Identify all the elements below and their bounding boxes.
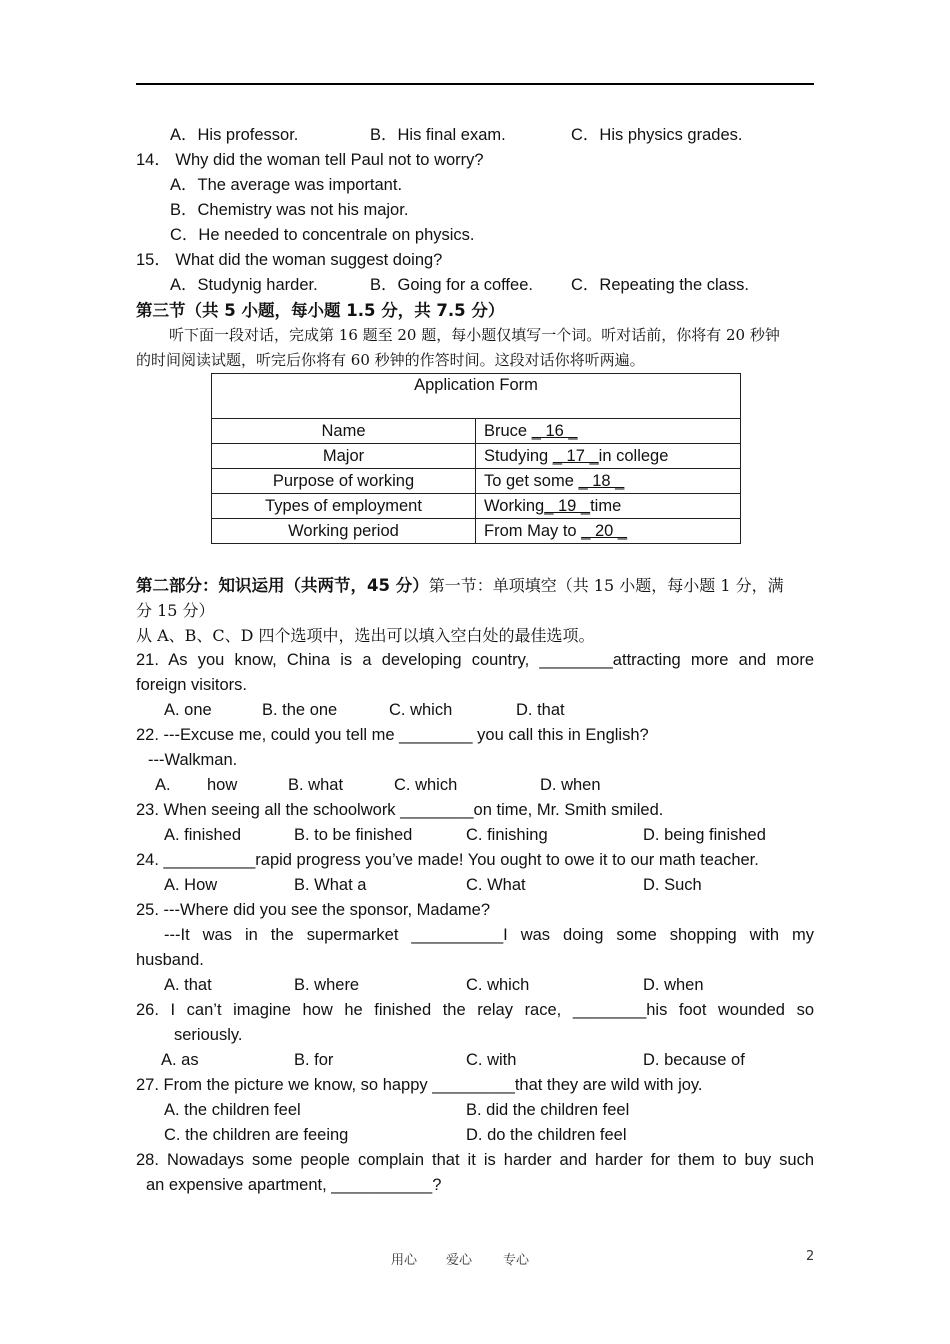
q23-option-d: D. being finished	[643, 826, 766, 844]
q21-option-b: B. the one	[262, 701, 338, 719]
footer-motto-2: 爱心	[446, 1253, 473, 1268]
q15-stem: 15． What did the woman suggest doing?	[136, 251, 443, 269]
footer-motto-1: 用心	[391, 1253, 418, 1268]
q15-option-b: B．Going for a coffee.	[370, 276, 533, 294]
q27-option-c: C. the children are feeing	[164, 1126, 349, 1144]
row-label: Major	[212, 444, 476, 469]
row-value	[476, 444, 741, 469]
row-label: Name	[212, 419, 476, 444]
q14-option-a: A．The average was important.	[170, 176, 403, 194]
q22-stem-line2: ---Walkman.	[148, 751, 238, 769]
row-label: Working period	[212, 519, 476, 544]
part2-heading-line2: 分 15 分）	[136, 601, 215, 620]
row-value	[476, 469, 741, 494]
q28-stem-line1: 28. Nowadays some people complain that it is harder and harder for them to buy such	[136, 1151, 814, 1169]
table-row	[212, 494, 741, 519]
q25-option-d: D. when	[643, 976, 704, 994]
table-row	[212, 519, 741, 544]
q25-option-b: B. where	[294, 976, 360, 994]
q24-option-b: B. What a	[294, 876, 367, 894]
row-suffix: in college	[598, 447, 669, 465]
section3-instruction-line1: 听下面一段对话，完成第 16 题至 20 题，每小题仅填写一个词。听对话前，你将有 20 秒钟	[169, 326, 780, 344]
row-label: Purpose of working	[212, 469, 476, 494]
q25-stem-line1: 25. ---Where did you see the sponsor, Madame?	[136, 901, 491, 919]
q21-option-d: D. that	[516, 701, 565, 719]
q23-option-a: A. finished	[164, 826, 242, 844]
q26-stem-line2: seriously.	[174, 1026, 243, 1044]
row-label: Types of employment	[212, 494, 476, 519]
q25-option-c: C. which	[466, 976, 530, 994]
page-number: 2	[806, 1249, 815, 1264]
q22-stem-line1: 22. ---Excuse me, could you tell me ________ you call this in English?	[136, 726, 649, 744]
q26-option-c: C. with	[466, 1051, 517, 1069]
q21-stem-line1: 21. As you know, China is a developing country, ________attracting more and more	[136, 651, 814, 669]
q22-option-a-label: A.	[155, 776, 171, 794]
q28-stem-line2: an expensive apartment, ___________?	[146, 1176, 442, 1194]
blank-19: _ 19 _	[544, 497, 591, 515]
q22-option-b: B. what	[288, 776, 344, 794]
q27-stem-line1: 27. From the picture we know, so happy _________that they are wild with joy.	[136, 1076, 703, 1094]
row-suffix: time	[590, 497, 622, 515]
header-rule	[136, 83, 814, 85]
q13-option-b: B．His final exam.	[370, 126, 506, 144]
q22-option-c: C. which	[394, 776, 458, 794]
q21-option-a: A. one	[164, 701, 212, 719]
q25-stem-line3: husband.	[136, 951, 204, 969]
q24-option-a: A. How	[164, 876, 218, 894]
q26-stem-line1: 26. I can’t imagine how he finished the relay race, ________his foot wounded so	[136, 1001, 814, 1019]
part2-heading-bold: 第二部分：知识运用（共两节，45 分）	[136, 576, 429, 595]
row-value	[476, 494, 741, 519]
blank-20: _ 20 _	[581, 522, 628, 540]
table-row	[212, 469, 741, 494]
blank-16: _ 16 _	[531, 422, 578, 440]
blank-18: _ 18 _	[578, 472, 625, 490]
part2-heading-rest: 第一节：单项填空（共 15 小题，每小题 1 分，满	[428, 576, 784, 595]
q14-stem: 14． Why did the woman tell Paul not to worry?	[136, 151, 484, 169]
q24-stem-line1: 24. __________rapid progress you’ve made! You ought to owe it to our math teacher.	[136, 851, 759, 869]
row-prefix: Bruce	[484, 422, 532, 440]
q26-option-d: D. because of	[643, 1051, 745, 1069]
row-prefix: Working	[484, 497, 545, 515]
q21-stem-line2: foreign visitors.	[136, 676, 247, 694]
q27-option-d: D. do the children feel	[466, 1126, 627, 1144]
section3-instruction-line2: 的时间阅读试题，听完后你将有 60 秒钟的作答时间。这段对话你将听两遍。	[136, 351, 645, 369]
section3-heading: 第三节（共 5 小题，每小题 1.5 分，共 7.5 分）	[136, 301, 505, 320]
q27-option-a: A. the children feel	[164, 1101, 301, 1119]
q15-option-a: A．Studynig harder.	[170, 276, 318, 294]
q25-stem-line2: ---It was in the supermarket __________I was doing some shopping with my	[164, 926, 814, 944]
q23-option-b: B. to be finished	[294, 826, 413, 844]
part2-instruction: 从 A、B、C、D 四个选项中，选出可以填入空白处的最佳选项。	[136, 626, 595, 645]
q22-option-a-text: how	[207, 776, 238, 794]
q14-option-c: C．He needed to concentrale on physics.	[170, 226, 475, 244]
q22-option-d: D. when	[540, 776, 601, 794]
q25-option-a: A. that	[164, 976, 212, 994]
q26-option-a: A. as	[161, 1051, 199, 1069]
row-value	[476, 519, 741, 544]
q13-option-a: A．His professor.	[170, 126, 299, 144]
q13-option-c: C．His physics grades.	[571, 126, 743, 144]
footer-motto-3: 专心	[503, 1253, 530, 1268]
q26-option-b: B. for	[294, 1051, 334, 1069]
part2-heading-line1	[136, 573, 814, 599]
row-prefix: Studying	[484, 447, 553, 465]
table-row	[212, 444, 741, 469]
row-prefix: To get some	[484, 472, 579, 490]
application-form-title: Application Form	[212, 374, 741, 419]
q24-option-d: D. Such	[643, 876, 702, 894]
q14-option-b: B．Chemistry was not his major.	[170, 201, 409, 219]
application-form-table	[211, 373, 741, 544]
table-row	[212, 419, 741, 444]
q15-option-c: C．Repeating the class.	[571, 276, 749, 294]
q21-option-c: C. which	[389, 701, 453, 719]
row-prefix: From May to	[484, 522, 582, 540]
blank-17: _ 17 _	[552, 447, 599, 465]
q24-option-c: C. What	[466, 876, 526, 894]
row-value	[476, 419, 741, 444]
q23-option-c: C. finishing	[466, 826, 548, 844]
q23-stem-line1: 23. When seeing all the schoolwork ________on time, Mr. Smith smiled.	[136, 801, 664, 819]
q27-option-b: B. did the children feel	[466, 1101, 630, 1119]
